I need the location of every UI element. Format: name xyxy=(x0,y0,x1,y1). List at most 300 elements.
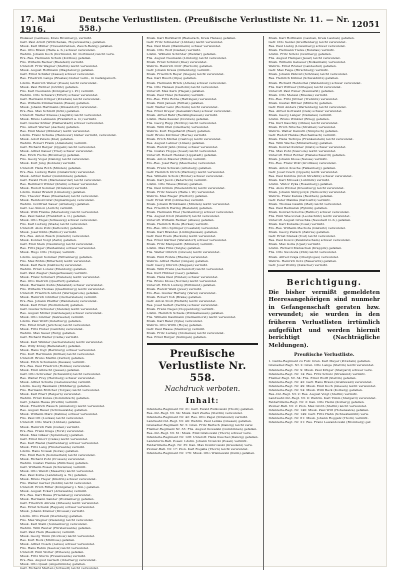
list-entry: Musk. Bruno Heyer (Küstrin) schwer verwundet. xyxy=(20,477,97,482)
column-3-bottom-entries xyxy=(268,359,380,424)
notice-divider xyxy=(268,270,380,272)
list-entry: Musk. Hermann Ebel (Tecklenburg) schwer verwundet. xyxy=(146,210,234,215)
list-entry: Musk. Karl Jacob (Paderborn) vermißt. xyxy=(146,177,208,182)
list-entry: Res. Friedrich Hering (Bielefeld) gefallen. xyxy=(146,205,213,210)
list-entry: Res. Paul Kubitza (Groß Strehlitz) schwer verwundet. xyxy=(268,173,353,178)
list-entry: Füs. Emil Wieczorek (Leobschütz) leicht verwundet. xyxy=(268,214,351,219)
verlustliste-title: Preußische Verlustliste Nr. 558. xyxy=(158,348,247,384)
list-entry: Füs. August Kroll (Steinfurt) leicht verwundet. xyxy=(146,214,220,219)
list-entry: Ers.-Res. Wilhelm Piechota (Gleiwitz) verwundet. xyxy=(268,226,346,231)
list-entry: Unteroff. Robert Henkel (Lippstadt) gefallen. xyxy=(146,153,218,158)
list-entry: Ers.-Res. Max Schmitt (Köln) gefallen. xyxy=(20,108,81,113)
list-entry: Musk. Johann Klose (Neisse) vermißt. xyxy=(268,157,328,162)
list-entry: Wehrm. Gottfried Sauer (Arnsberg) gefallen. xyxy=(20,201,91,206)
list-entry: Res. Bernhard Winter (Köslin) schwer verwundet. xyxy=(20,181,99,186)
list-entry: Musk. Georg Pietsch (Zabrze) gefallen. xyxy=(268,230,330,235)
list-entry: Ldstm. Richard Matuschek (Krappitz) gefallen. xyxy=(268,246,343,251)
list-entry: Wehrm. Ernst Kunze (Dommitzsch) gefallen. xyxy=(20,396,90,401)
list-entry: Musk. Fritz Ludwig (Stolzenau) leicht verwundet. xyxy=(146,331,225,336)
list-entry: Füs. Max Böhm (Bitterfeld) leicht verwundet. xyxy=(20,258,92,263)
list-entry: Musk. Karl Kuballa (Cosel) vermißt. xyxy=(268,222,325,227)
list-entry: Füs. Otto Swoboda (Zülz) leicht verwundet. xyxy=(268,250,337,255)
list-entry: Res. Willi Wache (Münsterberg) gefallen. xyxy=(268,141,334,146)
list-entry: Musk. Alfred Noack (Lebus) schwer verwundet. xyxy=(20,541,96,546)
notice-title: Berichtigung. xyxy=(286,276,362,287)
list-entry: Musk. Heinrich Günther (Oschersleben) vermißt. xyxy=(20,295,98,299)
list-entry: Musk. Kurt Jung (Koblenz) vermißt. xyxy=(20,161,76,166)
list-entry: Res.-Inf.-Regt. Nr. 61: Musk. Emil Grabowski (Thorn) schwer verw. xyxy=(146,430,252,435)
list-entry: Gefr. Ernst Knorr (Calau) leicht verwundet. xyxy=(20,436,89,441)
list-entry: Musk. Emil Albrecht (Jessen) gefallen. xyxy=(20,367,81,372)
list-entry: Musk. Erich Nitsche (Strehlen) verwundet. xyxy=(268,125,337,130)
list-entry: Grenadier-Regt. Nr. 2: Gren. Otto Lange (Stettin) leicht verwundet. xyxy=(268,363,375,368)
list-entry: Füs. Emil Reich (Sommerfeld) leicht verwundet. xyxy=(20,452,96,457)
list-entry: Musk. Richard Pohl (Crossen) verwundet. xyxy=(20,456,86,461)
list-entry: Musk. Alfred Kaiser (Trier) schwer verwundet. xyxy=(20,149,94,154)
list-entry: Gefr. Richard Walter (Calbe) vermißt. xyxy=(20,335,79,340)
list-entry: Musk. Johann Pätzold (Schönau) leicht verwundet. xyxy=(268,72,348,77)
list-entry: Res. Josef Seifert (Vechta) schwer verwundet. xyxy=(146,303,219,308)
list-entry: Ldstm. Wilhelm Schröder (Wetzlar) gefallen. xyxy=(146,52,217,57)
list-entry: Wehrm. Otto Schwarz (Erfurt) schwer verwundet. xyxy=(20,92,99,97)
list-entry: Musk. Konrad Sobotta (Ratibor) schwer verwundet. xyxy=(268,210,350,215)
list-entry: Gefr. Johann Kraus (Dillenburg) vermißt. xyxy=(146,68,211,73)
list-entry: Res. Erich Fuchs (Bromberg) gefallen. xyxy=(20,153,81,158)
list-entry: Ers.-Res. Paul Friedrich (Roßlau) verwundet. xyxy=(20,363,91,368)
list-entry: Gefr. Fritz Schneider (Lübben) leicht verwundet. xyxy=(146,40,224,45)
list-entry: Unteroff. Friedrich Arnold (Wernigerode) gefallen. xyxy=(20,290,100,295)
list-entry: Ldstm. Fritz Scholz (Goldberg) gefallen. xyxy=(268,52,332,57)
list-entry: Musk. Wilhelm Gebauer (Bolkenhain) verwundet. xyxy=(268,60,347,65)
list-entry: Landwehr-Inf.-Regt. Nr. 49: Wehrm. Paul Lemke (Gnesen) gefallen. xyxy=(146,418,252,423)
list-entry: Unteroff. August Gruschka (Neustadt O.-S.) gefallen. xyxy=(268,218,352,223)
list-entry: Musk. Emil Rohde (Rheine) verwundet. xyxy=(146,254,209,259)
verlustliste-inhalt: Inhalt: xyxy=(185,395,220,405)
list-entry: Musk. Otto Wolf (Gießen) vermißt. xyxy=(146,48,201,53)
list-entry: Ldstm. Paul Wolff (Osterburg) gefallen. xyxy=(20,319,82,324)
list-entry: Gefr. Max Feige (Hirschberg) vermißt. xyxy=(268,68,329,73)
list-entry: Unteroff. Erich Ludwig (Wittmund) gefallen. xyxy=(146,282,217,287)
list-entry: Ldstm. Franz Schulze (Hannover) bisher vermißt, verwundet. xyxy=(20,133,117,138)
list-entry: Musk. Otto Wendt (Meseritz) leicht verwundet. xyxy=(20,469,95,474)
list-entry: Ldstm. Viktor Pyka (Rosenberg) gefallen. xyxy=(268,181,334,186)
list-entry: Unteroff. Walter Krause (Liegnitz) leicht verwundet. xyxy=(20,112,102,117)
list-entry: Musk. Anton Maurer (Brilon) vermißt. xyxy=(146,157,207,162)
list-entry: Ldstm. Otto Preuß (Sternberg) gefallen. xyxy=(20,513,83,518)
list-entry: Gefr. Gustav Schuster (Stendal) leicht verwundet. xyxy=(20,307,99,312)
list-entry: Musk. Hermann Brück (Altena) schwer verwundet. xyxy=(146,80,227,85)
list-entry: Füs. Karl Neumann (Königsberg i. Pr.) vermißt. xyxy=(20,88,95,93)
list-entry: Gefr. Walter Lenz (Bochum) leicht verwundet. xyxy=(146,104,219,109)
list-entry: Ldstm. Heinrich Weber (Posen) leicht verwundet. xyxy=(20,80,98,85)
list-entry: Musk. Hans Vogt (Bernburg) schwer verwundet. xyxy=(20,347,97,352)
list-entry: Ers.-Res. Hermann Schulz (Kottbus) gefallen. xyxy=(20,56,92,61)
list-entry: Musk. Franz Schwab (Arnsberg) gefallen. xyxy=(146,165,213,170)
list-entry: Res. Kurt Bock (Müllrose) gefallen. xyxy=(20,537,76,542)
page-header xyxy=(20,16,380,33)
list-entry: Res. Otto Braun (Halle a. S.) schwer verwundet. xyxy=(20,48,96,53)
list-entry: Musk. Paul Thiel (Schwelm) vermißt. xyxy=(146,92,205,97)
list-entry: Infanterie-Regt. Nr. 149: Gefr. Fritz Hahn (Schneidemühl) verw. xyxy=(268,412,369,417)
list-entry: Musk. Adolf Peters (Kiel) gefallen. xyxy=(20,137,74,142)
list-entry: Infanterie-Regiment Nr. 176: Musk. Otto Wisniewski (Kulm) gefallen. xyxy=(146,451,256,456)
list-entry: Wehrm. Alfred Heller (Lingen) gefallen. xyxy=(146,258,209,263)
list-entry: Gefr. Anton Stoll (Elsfleth) leicht verwundet. xyxy=(146,299,217,304)
list-entry: Res. Kurt Hübner (Leer) gefallen. xyxy=(146,270,200,275)
list-entry: Füs. Kurt Herrmann (Köthen) leicht verwundet. xyxy=(20,351,95,356)
list-entry: Musk. Fritz Huber (Genthin) verwundet. xyxy=(20,327,84,332)
list-entry: Füs. August Neumann (Limburg) leicht verwundet. xyxy=(146,56,227,61)
list-entry: Füs. Gustav Hoppe (Soest) leicht verwundet. xyxy=(146,149,217,154)
list-entry: Musk. Otto Engel (Schleswig) schwer verwundet. xyxy=(20,218,98,223)
list-entry: Musk. Hugo Otto (Torgau) vermißt. xyxy=(20,250,76,255)
list-entry: Infanterie-Regiment Nr. 21: Gefr. Ewald Rutkowski (Thorn) gefallen. xyxy=(146,406,255,411)
list-entry: Ldstm. August Sommer (Wittenberg) gefallen. xyxy=(20,254,93,259)
list-entry: Grenadier-Regiment Nr. 5: Gren. Fritz Bartsch (Danzig) leicht verw. xyxy=(146,422,254,427)
list-entry: Wehrm. Kurt Engelhardt (Buer) gefallen. xyxy=(146,129,211,134)
column-2 xyxy=(142,36,259,570)
list-entry: Res. August Möller (Gardelegen) schwer verwundet. xyxy=(20,311,103,316)
list-entry: Gefr. Paul Arndt (Wittichenau, Hoyerswerda), gefallen. xyxy=(20,40,107,45)
list-entry: Res. Paul Klein (Mannheim) schwer verwundet. xyxy=(146,44,222,49)
list-entry: Gefr. Ewald Horn (Marienwerder) leicht verwundet. xyxy=(20,177,102,182)
list-entry: Res. Paul Liebig (Löwenberg) schwer verwundet. xyxy=(268,44,346,49)
list-entry: Füs. Wilhelm Thomas (Quedlinburg) leicht verwundet. xyxy=(20,286,106,291)
list-entry: Ers.-Res. August Gerlach (Oderberg) verwundet. xyxy=(20,558,97,563)
column-1 xyxy=(20,36,137,570)
list-entry: Musk. Fritz Sturm (Freienwalde) vermißt. xyxy=(20,554,87,558)
list-entry: Füs. Georg Vogel (Danzig) leicht verwundet. xyxy=(20,157,90,162)
list-entry: Res. Alfred Gottwald (Oels) schwer verwundet. xyxy=(268,108,343,113)
list-entry: Wehrm. Max Rieger (Herford) gefallen. xyxy=(146,193,209,198)
list-entry: Res. Ernst Dreyer (Gelsenkirchen) schwer verwundet. xyxy=(146,108,232,113)
list-entry: Gefr. Otto Schreiber (Schweinitz) leicht verwundet. xyxy=(20,371,101,376)
list-entry: Musk. Hermann Kuhn (Mansfeld) schwer verwundet. xyxy=(20,282,104,287)
list-entry: Musk. Wilhelm Marx (Dahme) schwer verwundet. xyxy=(20,412,99,417)
list-entry: Ers.-Res. Ludwig Hahn (Osnabrück) verwundet. xyxy=(20,169,96,174)
list-entry: Ldstm. Otto Wiese (Büren) gefallen. xyxy=(146,181,204,186)
list-entry: Wehrm. Franz Kaluza (Beuthen) gefallen. xyxy=(268,193,334,198)
list-entry: Ers.-Res. Gustav Hartwig (Varel) verwundet. xyxy=(146,290,217,295)
list-entry: Musk. Josef Kühn (Ratibor) vermißt. xyxy=(20,230,77,235)
list-entry: Musk. Johann Hartmann (Düsseldorf) verwundet. xyxy=(20,104,98,109)
list-entry: Musk. Alfred Czaja (Oberglogau) verwundet. xyxy=(268,254,339,259)
list-entry: Musk. Konrad Voigt (Zeitz) gefallen. xyxy=(20,238,77,243)
list-entry: Füs. Otto Hansen (Iserlohn) leicht verwundet. xyxy=(146,84,219,89)
list-entry: Musk. Karl Müller (Treuenbrietzen, Zauch-Belzig) gefallen. xyxy=(20,44,114,49)
list-entry: Füs. Paul Ott (Luckau) leicht verwundet. xyxy=(20,416,84,421)
list-entry: Füs. Albert Werner (Aachen) gefallen. xyxy=(20,125,80,130)
list-entry: Musk. Willi Pfeil (Gladbeck) verwundet. xyxy=(146,125,210,130)
list-entry: Musk. Johann Skrzypczyk (Tarnowitz) verwundet. xyxy=(268,189,347,194)
list-entry: Gefr. Richard Marten (Schwedt) leicht verwundet. xyxy=(20,566,99,571)
list-entry: Res. Wilhelm Scholz (Höxter) schwer verwundet. xyxy=(146,173,224,178)
list-entry: Pionier-Batl. Nr. 17: Pion. Karl Rogalla (Thorn) leicht verwundet. xyxy=(146,446,249,451)
list-entry: Gefr. Peter Mainka (Kattowitz) vermißt. xyxy=(268,197,331,202)
list-entry: Unteroff. Erich Ritter (Königsberg i. Nm.) gefallen. xyxy=(20,485,101,490)
notice-body: Die bisher vermißt gemeldeten Heeresangehörigen sind nunmehr in Gefangenschaft geraten bzw. verwundet; sie wurden in den früheren Verlustlisten irrtümlich aufgeführt und werden hiermit berichtigt (Nachträgliche Meldungen). xyxy=(268,289,380,349)
list-entry: Musk. Rudolf Sommer (Stralsund) vermißt. xyxy=(20,185,88,190)
list-entry: Musk. Reinhold Graf (Sigmaringen) verwundet. xyxy=(20,197,95,202)
list-entry: Gefr. Bruno Kirchner (Herne) vermißt. xyxy=(146,133,207,138)
list-entry: Musk. Heinrich Falk (Guben) vermißt. xyxy=(20,424,80,429)
list-entry: Gefr. Heinrich Ulrich (Warburg) leicht verwundet. xyxy=(146,169,226,174)
list-entry: Musk. Heinrich Bode (Borken) vermißt. xyxy=(146,222,209,227)
list-entry: Musk. Willi Franz (Aschendorf) leicht verwundet. xyxy=(146,266,225,271)
list-entry: Musk. Johann Brinkmann (Minden) leicht verwundet. xyxy=(146,201,231,206)
list-entry: Musk. Friedrich Rausch (Annaburg) leicht verwundet. xyxy=(20,404,106,409)
list-entry: Res. Ernst Schenk (Reppen) schwer verwundet. xyxy=(20,505,96,510)
list-entry: Musk. Hans Tschöpe (Frankenstein) leicht verwundet. xyxy=(268,137,354,142)
column-3 xyxy=(263,36,380,570)
list-entry: Füs. Max Pohl (Neurode) leicht verwundet. xyxy=(268,149,337,154)
list-entry: Gefr. Otto Seidel (Greiffenberg) leicht verwundet. xyxy=(268,40,347,45)
list-entry: Res.-Inf.-Regt. Nr. 34: Musk. Karl Zierke (Stettin) verwundet. xyxy=(146,410,243,415)
list-entry: Musk. Fritz Sievers (Halle i. W.) verwundet. xyxy=(146,189,216,194)
list-entry: Gefr. Josef Czech (Oppeln) leicht verwundet. xyxy=(268,169,339,174)
list-entry: Ers.-Res. Fritz Rothe (Hattingen) verwundet. xyxy=(146,96,218,101)
header-date: 17. Mai 1916. xyxy=(20,14,56,34)
list-entry: Infanterie-Regt. Nr. 21: Res. Franz Lewandowski (Bromberg) gef. xyxy=(268,420,372,425)
list-entry: Musk. Karl Mrosek (Lublinitz) vermißt. xyxy=(268,177,330,182)
list-entry: Füs. Theodor Haas (Wiesbaden) leicht verwundet. xyxy=(20,193,99,198)
list-entry: Res. Walter Frey (Herzberg) schwer verwundet. xyxy=(20,375,96,380)
list-entry: Musk. Hermann Sander (Woldenberg) gefallen. xyxy=(20,497,95,502)
list-entry: Füsilier-Regt. Nr. 34: Füs. Ernst Wolff (Stettin) gefallen. xyxy=(268,375,357,380)
list-entry: Gefr. Richard Berger (Oppeln) leicht verwundet. xyxy=(20,145,96,150)
list-entry: Res. Emil Meier (Münster) leicht verwundet. xyxy=(20,129,91,134)
list-entry: Musk. Emil Jansen (Witten) gefallen. xyxy=(146,100,205,105)
list-entry: Gefr. Paul Haase (Nienburg) vermißt. xyxy=(146,327,206,332)
list-entry: Gefr. Ernst Witt (Lübbecke) vermißt. xyxy=(146,197,205,202)
list-entry: Musk. Robert Voß (Brake) gefallen. xyxy=(146,295,202,299)
list-entry: Infanterie-Regt. Nr. 14: Res. Fritz Schulz (Stralsund) vermißt. xyxy=(268,371,366,376)
list-entry: Feldartillerie-Regt. Nr. 35: Kan. Max Dombrowski (Graudenz) verw. xyxy=(146,442,253,447)
list-entry: Musk. Karl Ernst (Wolmirstedt) gefallen. xyxy=(20,303,84,308)
list-entry: Musk. Paul Richter (Görlitz) gefallen. xyxy=(20,84,79,89)
list-entry: Füs. Wilhelm Kaufmann (Delmenhorst) leicht verwundet. xyxy=(146,315,237,320)
list-entry: Musk. Hermann Tietze (Bunzlau) vermißt. xyxy=(268,48,335,53)
list-entry: Unteroff. Max Kern (Hagen) gefallen. xyxy=(146,88,206,93)
list-entry: Unteroff. Wilhelm Reimer (Ahaus) gefallen. xyxy=(146,218,215,223)
list-entry: Musk. Alfred Schulte (Liebenwerda) vermißt. xyxy=(20,379,92,384)
list-entry: Res. Karl Busch (Olpe) gefallen. xyxy=(146,76,197,81)
list-entry: Musk. Franz Schubert (Eisleben) leicht verwundet. xyxy=(20,274,101,279)
list-entry: Musk. Otto Menzel (Breslau) vermißt. xyxy=(268,92,329,97)
list-entry: Gefr. Emil Stein (Naumburg) leicht verwundet. xyxy=(20,242,94,247)
list-entry: Gefr. Paul Ziegler (Sangerhausen) vermißt. xyxy=(20,270,88,275)
list-entry: Musk. Otto Lindner (Salzwedel) vermißt. xyxy=(20,315,85,320)
list-entry: Res. Heinrich Kühnel (Schweidnitz) gefallen. xyxy=(268,76,340,81)
list-entry: Musk. Karl Beck (Delitzsch) verwundet. xyxy=(20,262,83,267)
list-entry: Wehrm. Johann Koch (Dortmund, Kr. Dortmund) leicht verw. xyxy=(20,52,115,57)
list-entry: Res. Paul Kolbe (Landsberg a. W.) gefallen. xyxy=(20,473,88,478)
list-entry: Musk. Willi Franke (Merseburg) leicht verwundet. xyxy=(20,210,100,215)
list-entry: Füs. Walter Gerber (Soldin) leicht verwundet. xyxy=(20,481,92,486)
list-entry: Musk. Anton Kosche (Falkenberg) gefallen. xyxy=(268,165,337,170)
list-entry: Res. Ernst Burger (Sulingen) gefallen. xyxy=(146,335,207,340)
column-3-entries xyxy=(268,36,380,267)
list-entry: Wehrm. Willi Reuter (Fürstenwalde) gefallen. xyxy=(20,525,92,530)
list-entry: Landsturm-Batl. Posen: Ldstm. Johann Nowicki (Posen) vermißt. xyxy=(146,438,248,443)
list-entry: Musk. Erich Schumann (Dessau) vermißt. xyxy=(20,359,86,364)
list-entry: Ldstm. Georg Baumann (Mühlberg) gefallen. xyxy=(20,384,91,389)
list-entry: Wehrm. Robert Frank (Allenstein) vermißt. xyxy=(20,141,88,146)
list-entry: Unteroff. Alois Pohl (Kattowitz) gefallen. xyxy=(20,226,84,231)
list-entry: Musk. Alfred Bahr (Recklinghausen) vermißt. xyxy=(146,112,218,117)
list-entry: Musk. Karl Hoffmann (Lauban, Kreis Lauban) gefallen. xyxy=(268,36,355,40)
list-entry: Musk. Gustav Bittner (Militsch) gefallen. xyxy=(268,100,333,105)
list-entry: Füs. Karl Ludwig (Stade) leicht verwundet. xyxy=(20,222,88,227)
list-entry: Wehrm. Heinrich Kotz (Bauerwitz) gefallen. xyxy=(268,258,338,263)
list-entry: Füs. Georg Rupp (Bottrop) leicht verwundet. xyxy=(146,120,217,125)
list-entry: Gefr. Leo Simon (Aurich) vermißt. xyxy=(20,205,74,210)
list-entry: Musk. August Hoffmann (Magdeburg) gefallen. xyxy=(20,68,95,73)
list-entry: Unteroff. Bruno Martin (Zerbst) gefallen. xyxy=(20,355,85,360)
column-1-entries xyxy=(20,36,137,570)
list-entry: Unteroff. Paul Exner (Neumarkt) gefallen. xyxy=(268,88,335,93)
list-entry: Füs. Ernst Kraft (Jerichow) leicht verwundet. xyxy=(20,323,91,328)
list-entry: Musk. Karl Baier (Syke) verwundet. xyxy=(146,319,203,324)
list-entry: Ldstm. Hans Kessler (Dorsten) gefallen. xyxy=(146,116,210,121)
list-entry: Res. Karl Riedel (Senftenberg) schwer verwundet. xyxy=(20,440,100,445)
list-entry: Ers.-Res. Josef Berg (Meschede) verwundet. xyxy=(146,161,216,166)
list-entry: Unteroff. Ernst Rother (Habelschwerdt) gefallen. xyxy=(268,153,346,158)
list-entry: Füs. Alois Wrobel (Kreuzburg) leicht verwundet. xyxy=(268,185,345,190)
list-entry: Gefr. Johann Hesse (Prettin) vermißt. xyxy=(20,400,79,405)
list-entry: Unteroff. Fritz Wagner (Stettin) leicht verwundet. xyxy=(20,64,99,69)
list-entry: Res. Paul Seidel (Frankfurt a. O.) gefallen. xyxy=(20,214,87,219)
list-entry: Füsilier-Regiment Nr. 33: Füs. August Kowalski (Gumbinnen) gefallen. xyxy=(146,426,258,431)
list-entry: Gefr. Wilhelm Rosen (Schwiebus) vermißt. xyxy=(20,464,87,469)
list-entry: Musk. Georg Langer (Namslau) vermißt. xyxy=(268,112,333,117)
list-entry: Ldstm. Hans Nowak (Sorau) gefallen. xyxy=(20,448,80,453)
list-entry: Ers.-Res. Johann Pfeiffer (Wanzleben) verwundet. xyxy=(20,299,98,304)
list-entry: Ers.-Res. Anton Busch (Gleiwitz) verwundet. xyxy=(20,234,90,239)
list-entry: Gefr. Paul Hein (Beeskow) vermißt. xyxy=(20,529,76,534)
list-entry: Gefr. Paul Evers (Beckum) leicht verwundet. xyxy=(146,234,217,239)
list-entry: Ers.-Res. Karl Busse (Friedeberg) verwundet. xyxy=(20,493,92,498)
list-entry: Res. Willy König (Ballenstedt) gefallen. xyxy=(20,343,82,348)
list-entry: Res. August Lehner (Lünen) gefallen. xyxy=(146,141,206,146)
list-entry: Musk. Max Golla (Ujest) vermißt. xyxy=(268,242,321,247)
list-entry: Gefr. Ernst Schäfer (Kassel) schwer verwundet. xyxy=(20,72,95,77)
list-entry: Füs. Kurt Kaschny (Ohlau) leicht verwundet. xyxy=(268,120,339,125)
list-entry: Ldstm. Oskar Brandt (Lüneburg) gefallen. xyxy=(20,189,87,194)
list-entry: Musk. Fritz Lang (Finsterwalde) vermißt. xyxy=(20,444,86,449)
list-entry: Musk. Richard Hentschel (Waldenburg) schwer verwundet. xyxy=(268,80,362,85)
list-entry: Res. August Bauer (Schönewalde) gefallen. xyxy=(20,408,88,413)
list-entry: Füs. Max Wegner (Zielenzig) leicht verwundet. xyxy=(20,517,94,522)
list-entry: Ers.-Res. Otto Springer (Coesfeld) verwundet. xyxy=(146,226,220,231)
list-entry: Res. Paul Kowol (Peiskretscham) schwer verwundet. xyxy=(268,238,351,243)
list-entry: Gefr. Emil Anders (Wartenberg) leicht verwundet. xyxy=(268,104,347,109)
list-entry: Füs. Bruno Klose (Norden) leicht verwundet. xyxy=(146,278,218,283)
list-entry: Wehrm. Ernst Rösner (Landeshut) gefallen. xyxy=(268,64,337,69)
list-entry: Infanterie-Regt. Nr. 61: Musk. Johann Roggatz (Thorn) vermißt. xyxy=(268,416,369,421)
list-entry: Gefr. Georg Ulbrich (Meppen) vermißt. xyxy=(146,262,208,267)
list-entry: Musk. Thomas Gawlik (Pleß) leicht verwundet. xyxy=(268,201,342,206)
header-page-number: 12051 xyxy=(351,19,380,29)
list-entry: Pionier-Batl. Nr. 2: Pion. Max Groth (Stettin) leicht verwundet. xyxy=(268,403,368,408)
list-entry: Res. Otto Dietrich (Querfurt) gefallen. xyxy=(20,278,80,283)
header-title: Deutsche Verlustlisten. (Preußische Verlustliste Nr. 11. — Nr. 558.) xyxy=(78,15,350,33)
list-entry: Infanterie-Regt. Nr. 9: Musk. Paul Krüger (Stargard) schwer verw. xyxy=(268,367,373,372)
list-entry: Res. Paul Bednarek (Rybnik) gefallen. xyxy=(268,205,328,210)
list-entry: Infanterie-Regt. Nr. 54: Musk. Willi Beck (Kolberg) gefallen. xyxy=(268,387,363,392)
list-entry: Unteroff. Otto Stark (Lübben) gefallen. xyxy=(20,420,82,425)
list-entry: Wehrm. Max Sauer (Burg) gefallen. xyxy=(20,331,76,336)
list-entry: Musk. Erich Michel (Castrop) leicht verwundet. xyxy=(146,137,222,142)
list-entry: Ers.-Res. Franz Kluge (Forst) verwundet. xyxy=(20,428,85,433)
list-entry: Füs. Wilhelm Becker (Bielefeld) vermißt. xyxy=(20,60,85,65)
list-entry: Elsässer (Lenhaus, Kreis Bromberg), vermißt. xyxy=(20,36,93,40)
list-entry: Füs. Hermann Böttcher (Torgau) leicht verwundet. xyxy=(20,388,100,393)
list-entry: Musk. Georg Timm (Storkow) leicht verwundet. xyxy=(20,533,96,538)
list-entry: Res. Fritz Jäger (Weißenfels) schwer verwundet. xyxy=(20,246,97,251)
list-subheading: Preußische Verlustliste. xyxy=(294,353,355,359)
list-entry: Musk. Karl Brandes (Lüdinghausen) gefallen. xyxy=(146,230,218,235)
list-entry: Füs. Paul Grimm (Wiedenbrück) leicht verwundet. xyxy=(146,185,226,190)
list-entry: Gefr. Friedrich Ahrens (Driesen) leicht verwundet. xyxy=(20,501,100,506)
list-entry: Musk. Bruno Lehmann (Frankfurt a. O.) vermißt. xyxy=(20,116,97,121)
list-entry: Musk. Karl Ebert (Belgern) verwundet. xyxy=(20,392,82,397)
list-entry: Musk. August Eckert (Arnswalde) vermißt. xyxy=(20,489,88,494)
list-entry: Landwehr-Inf.-Regt. Nr. 9: Wehrm. Karl Timm (Stargard) verwundet. xyxy=(268,395,377,400)
columns xyxy=(20,36,380,571)
list-entry: Musk. Otto Quast (Angermünde) gefallen. xyxy=(20,562,86,567)
list-entry: Ers.-Res. Franz Wolf (Grottkau) verwundet. xyxy=(268,161,337,166)
list-entry: 1. Garde-Regiment zu Fuß: Gren. Karl Meyer (Potsdam) gefallen. xyxy=(268,359,371,364)
list-entry: Füs. Walter Olbrich (Greven) leicht verwundet. xyxy=(146,250,221,255)
list-entry: Füs. Karl Wittwer (Striegau) leicht verwundet. xyxy=(268,84,342,89)
list-entry: Füs. Hans Rehm (Seelow) leicht verwundet. xyxy=(20,545,90,550)
list-entry: Ers.-Res. Fritz Jüttner (Trebnitz) verwundet. xyxy=(268,96,339,101)
list-entry: Res. Friedrich Lange (Breslau) bisher verm., in Gefangensch. xyxy=(20,76,117,81)
list-entry: Wehrm. Heinrich Dörr (Herborn) gefallen. xyxy=(146,64,213,69)
list-entry: Wehrm. Gustav Heinze (Züllichau) gefallen. xyxy=(20,460,89,465)
list-entry: Gefr. Ernst Stanek (Tost) leicht verwundet. xyxy=(268,234,336,239)
list-entry: Wehrm. Otto Wirth (Hoya) gefallen. xyxy=(146,323,203,328)
list-entry: Gefr. Rudolf Hanke (Reichenbach) vermißt. xyxy=(268,133,337,138)
list-entry: Gefr. Hermann Krüger (Potsdam) leicht verwundet. xyxy=(20,96,101,101)
list-entry: Musk. Konrad Kutzner (Glatz) schwer verwundet. xyxy=(268,145,347,150)
list-entry: Ldstm. Max Hinz (Telgte) gefallen. xyxy=(146,246,202,251)
column-2-box-entries xyxy=(147,407,259,456)
section-divider xyxy=(147,343,259,345)
list-entry: Musk. Arthur Keller (Gumbinnen) gefallen. xyxy=(20,173,88,178)
list-entry: Wehrm. Ernst Lorenz (Eilenburg) gefallen. xyxy=(20,266,87,271)
list-entry: Res.-Inf.-Regt. Nr. 2: Res. August Voigt (Stettin) vermißt. xyxy=(268,391,358,396)
list-entry: Musk. Karl Burkhardt (Bieberach, Kreis Hanau) gefallen. xyxy=(146,36,237,40)
list-entry: Musk. Fritz Marquardt (Münster) vermißt. xyxy=(146,242,214,247)
list-entry: Musk. Max Gläser (Spremberg) gefallen. xyxy=(20,432,85,437)
list-entry: Res. Ernst Gärtner (Warendorf) schwer verwundet. xyxy=(146,238,228,243)
list-entry: Infanterie-Regt. Nr. 42: Gefr. Hans Braun (Greifswald) verwundet. xyxy=(268,379,373,384)
list-entry: Gefr. Gustav Köhler (Halberstadt) schwer verwundet. xyxy=(20,120,104,125)
list-entry: Wehrm. Walter Demuth (Nimptsch) gefallen. xyxy=(268,129,339,134)
list-entry: Res. Wilhelm Zimmermann (Essen) gefallen. xyxy=(20,100,90,105)
list-entry: Musk. Friedrich Beyer (Siegen) leicht verwundet. xyxy=(146,72,225,77)
list-entry: Musk. Rudolf Weiß (Jever) vermißt. xyxy=(146,286,203,291)
list-entry: Ldstm. Heinrich Schade (Wildeshausen) gefallen. xyxy=(146,311,225,316)
list-entry: Infanterie-Regt. Nr. 140: Musk. Paul Witt (Hohensalza) gefallen. xyxy=(268,407,370,412)
list-entry: Unteroff. Emil Wolter (Wriezen) gefallen. xyxy=(20,549,85,554)
list-entry: Infanterie-Regiment Nr. 42: Res. Otto Pagel (Stralsund) vermißt. xyxy=(146,414,249,419)
list-entry: Unteroff. Hans Roth (Minden) gefallen. xyxy=(20,165,82,170)
list-entry: Musk. Ernst Schmid (Diez) verwundet. xyxy=(146,60,208,65)
list-entry: Füs. August Hampel (Jauer) leicht verwundet. xyxy=(268,56,341,61)
